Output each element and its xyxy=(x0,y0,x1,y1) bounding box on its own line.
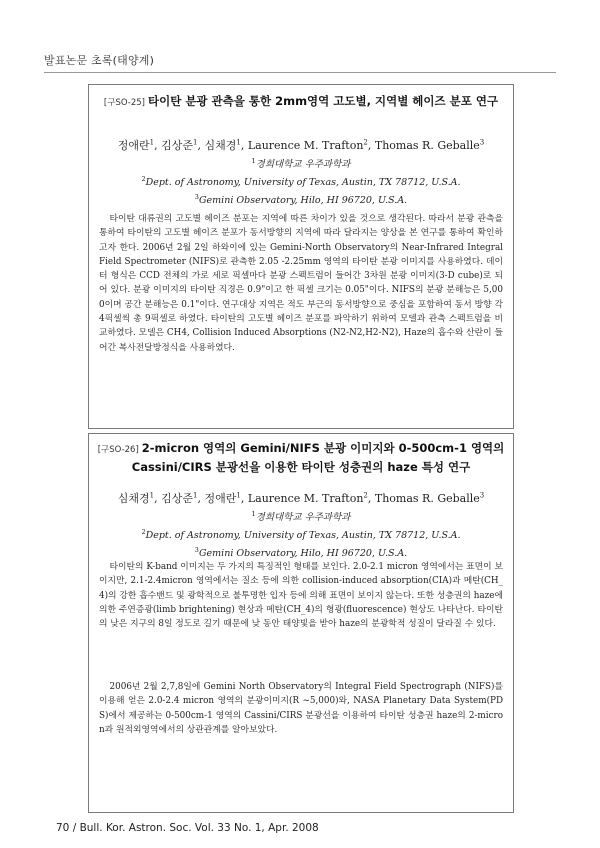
page-footer: 70 / Bull. Kor. Astron. Soc. Vol. 33 No. 1, Apr. 2008 xyxy=(56,822,319,834)
affiliation: $^3$Gemini Observatory, Hilo, HI 96720, U.S.A. xyxy=(194,546,408,560)
author: 심채경 xyxy=(117,492,150,505)
author: 정애란 xyxy=(117,139,150,152)
abstract-body: 타이탄 대류권의 고도별 헤이즈 분포는 지역에 따른 차이가 있을 것으로 생각된다. 따라서 분광 관측을 통하여 타이탄의 고도별 헤이즈 분포가 동서방향의 지역에 따라 달라지는 양상을 본 연구를 통하여 확인하고자 한다. 2006년 2월 2일 하와이에 있는 Gemini-North Observatory의 Near-Infrared Integral Field Spectrometer (NIFS)로 관측한 2.05 -2.25mm 영역의 타이탄 분광 이미지를 사용하였다. 데이터 형식은 CCD 전체의 가로 세로 픽셀마다 분광 스펙트럼이 들어간 3차원 분광 이미지(3-D cube)로 되어 있다. 분광 이미지의 타이탄 직경은 0.9"이고 한 픽셀 크기는 0.05"이다. NIFS의 분광 분해능은 5,000이며 공간 분해능은 0.1"이다. 연구대상 지역은 적도 부근의 동서방향으로 중심을 포함하여 동서 방향 각 4픽셀씩 총 9픽셀로 하였다. 타이탄의 고도별 헤이즈 분포를 파악하기 위하여 모델과 관측 스펙트럼을 비교하였다. 모델은 CH4, Collision Induced Absorptions (N2-N2,H2-N2), Haze의 흡수와 산란이 들어간 복사전달방정식을 사용하였다. xyxy=(99,214,503,353)
header-divider xyxy=(44,72,556,73)
affiliations xyxy=(89,154,513,208)
author-list: 정애란$^1$, 김상준$^1$, 심채경$^1$, Laurence M. Trafton$^2$, Thomas R. Geballe$^3$ xyxy=(117,138,485,152)
section-header: 발표논문 초록(태양계) xyxy=(44,54,155,67)
author-list: 심채경$^1$, 김상준$^1$, 정애란$^1$, Laurence M. Trafton$^2$, Thomas R. Geballe$^3$ xyxy=(117,491,485,505)
abstract-title xyxy=(89,440,513,476)
abstract-body: 2006년 2월 2,7,8일에 Gemini North Observatory의 Integral Field Spectrograph (NIFS)를 이용해 얻은 2.0-2.4 micron 영역의 분광이미지(R ~5,000)와, NASA Planetary Data System(PDS)에서 제공하는 0-500cm-1 영역의 Cassini/CIRS 분광선을 이용하여 타이탄 성층권 haze의 2-micron과 원적외영역에서의 상관관계를 알아보았다. xyxy=(99,682,503,735)
author: 김상준 xyxy=(161,139,193,152)
affiliation: $^1$경희대학교 우주과학과 xyxy=(251,510,351,524)
affiliation: $^2$Dept. of Astronomy, University of Texas, Austin, TX 78712, U.S.A. xyxy=(141,175,461,189)
author: 심채경 xyxy=(204,139,237,152)
abstract-code: [구SO-26] xyxy=(97,445,139,455)
affiliation: $^1$경희대학교 우주과학과 xyxy=(251,157,351,171)
abstract-box-1 xyxy=(88,84,514,429)
abstract-title-text: 2-micron 영역의 Gemini/NIFS 분광 이미지와 0-500cm-1 영역의 Cassini/CIRS 분광선을 이용한 타이탄 성층권의 haze 특성 연구 xyxy=(131,441,505,474)
abstract-box-2 xyxy=(88,433,514,813)
author: Laurence M. Trafton xyxy=(247,139,364,152)
author: Laurence M. Trafton xyxy=(247,492,364,505)
abstract-title-text: 타이탄 분광 관측을 통한 2mm영역 고도별, 지역별 헤이즈 분포 연구 xyxy=(147,94,499,108)
author: Thomas R. Geballe xyxy=(374,139,480,152)
affiliation: $^2$Dept. of Astronomy, University of Texas, Austin, TX 78712, U.S.A. xyxy=(141,528,461,542)
author: Thomas R. Geballe xyxy=(374,492,480,505)
abstract-body: 타이탄의 K-band 이미지는 두 가지의 특징적인 형태를 보인다. 2.0-2.1 micron 영역에서는 표면이 보이지만, 2.1-2.4micron 영역에서는 질소 등에 의한 collision-induced absorption(CIA)과 메탄(CH_4)의 강한 흡수밴드 및 광학적으로 불투명한 입자 등에 의해 표면이 보이지 않는다. 또한 성층권의 haze에 의한 주연증광(limb brightening) 현상과 메탄(CH_4)의 형광(fluorescence) 현상도 나타난다. 타이탄의 낮은 지구의 8일 정도로 길기 때문에 낮 동안 태양빛을 받아 haze의 분광학적 성질이 달라질 수 있다. xyxy=(99,562,503,630)
abstract-title xyxy=(89,93,513,112)
author: 정애란 xyxy=(204,492,237,505)
author: 김상준 xyxy=(161,492,193,505)
affiliation: $^3$Gemini Observatory, Hilo, HI 96720, U.S.A. xyxy=(194,193,408,207)
affiliations xyxy=(89,507,513,561)
abstract-code: [구SO-25] xyxy=(103,98,145,108)
